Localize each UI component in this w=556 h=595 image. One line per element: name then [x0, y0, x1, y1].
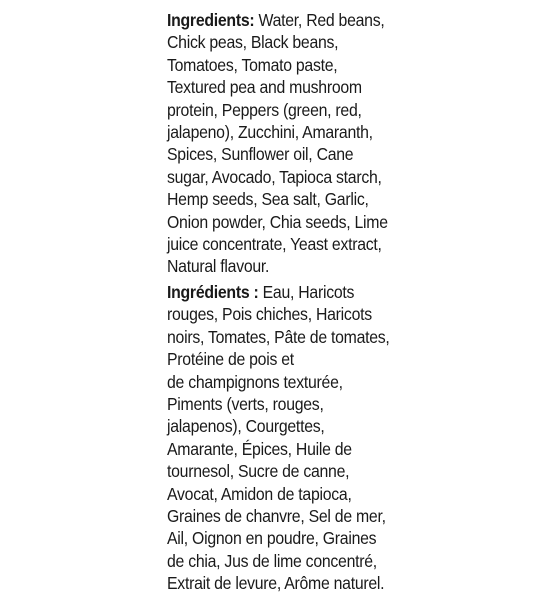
ingredients-label: [167, 9, 390, 595]
ingredients-french-line: Piments (verts, rouges,: [167, 393, 324, 414]
ingredients-english-line: juice concentrate, Yeast extract,: [167, 234, 382, 255]
ingredients-french-line: rouges, Pois chiches, Haricots: [167, 304, 372, 325]
ingredients-english-line: Textured pea and mushroom: [167, 77, 362, 98]
ingredients-english-line: Spices, Sunflower oil, Cane: [167, 144, 354, 165]
ingredients-french-line: Ail, Oignon en poudre, Graines: [167, 528, 377, 549]
ingredients-french-line: noirs, Tomates, Pâte de tomates,: [167, 326, 390, 347]
ingredients-french-line: Amarante, Épices, Huile de: [167, 438, 352, 459]
ingredients-english-line: Chick peas, Black beans,: [167, 32, 339, 53]
ingredients-english-line: sugar, Avocado, Tapioca starch,: [167, 166, 382, 187]
ingredients-english-line: protein, Peppers (green, red,: [167, 99, 362, 120]
ingredients-french-line-1: [167, 281, 383, 303]
ingredients-english-line: Natural flavour.: [167, 256, 270, 277]
ingredients-english-heading: Ingredients:: [167, 10, 255, 30]
ingredients-english-line: Onion powder, Chia seeds, Lime: [167, 211, 388, 232]
ingredients-french-line: jalapenos), Courgettes,: [167, 416, 325, 437]
ingredients-french-line: tournesol, Sucre de canne,: [167, 461, 350, 482]
ingredients-french-text: Eau, Haricots: [258, 281, 355, 302]
ingredients-english-line: Hemp seeds, Sea salt, Garlic,: [167, 189, 369, 210]
ingredients-french-line: Graines de chanvre, Sel de mer,: [167, 505, 386, 526]
ingredients-french-line: Extrait de levure, Arôme naturel.: [167, 573, 385, 594]
ingredients-french-heading: Ingrédients :: [167, 281, 259, 302]
ingredients-french: [167, 281, 390, 595]
ingredients-english-line: Tomatoes, Tomato paste,: [167, 54, 338, 75]
ingredients-french-line: de champignons texturée,: [167, 371, 343, 392]
ingredients-french-line: Avocat, Amidon de tapioca,: [167, 483, 352, 504]
ingredients-french-line: de chia, Jus de lime concentré,: [167, 550, 377, 571]
ingredients-english: [167, 9, 388, 278]
ingredients-english-line-1: [167, 9, 383, 31]
ingredients-english-text: Water, Red beans,: [254, 10, 385, 30]
ingredients-french-line: Protéine de pois et: [167, 349, 294, 370]
ingredients-english-line: jalapeno), Zucchini, Amaranth,: [167, 122, 373, 143]
